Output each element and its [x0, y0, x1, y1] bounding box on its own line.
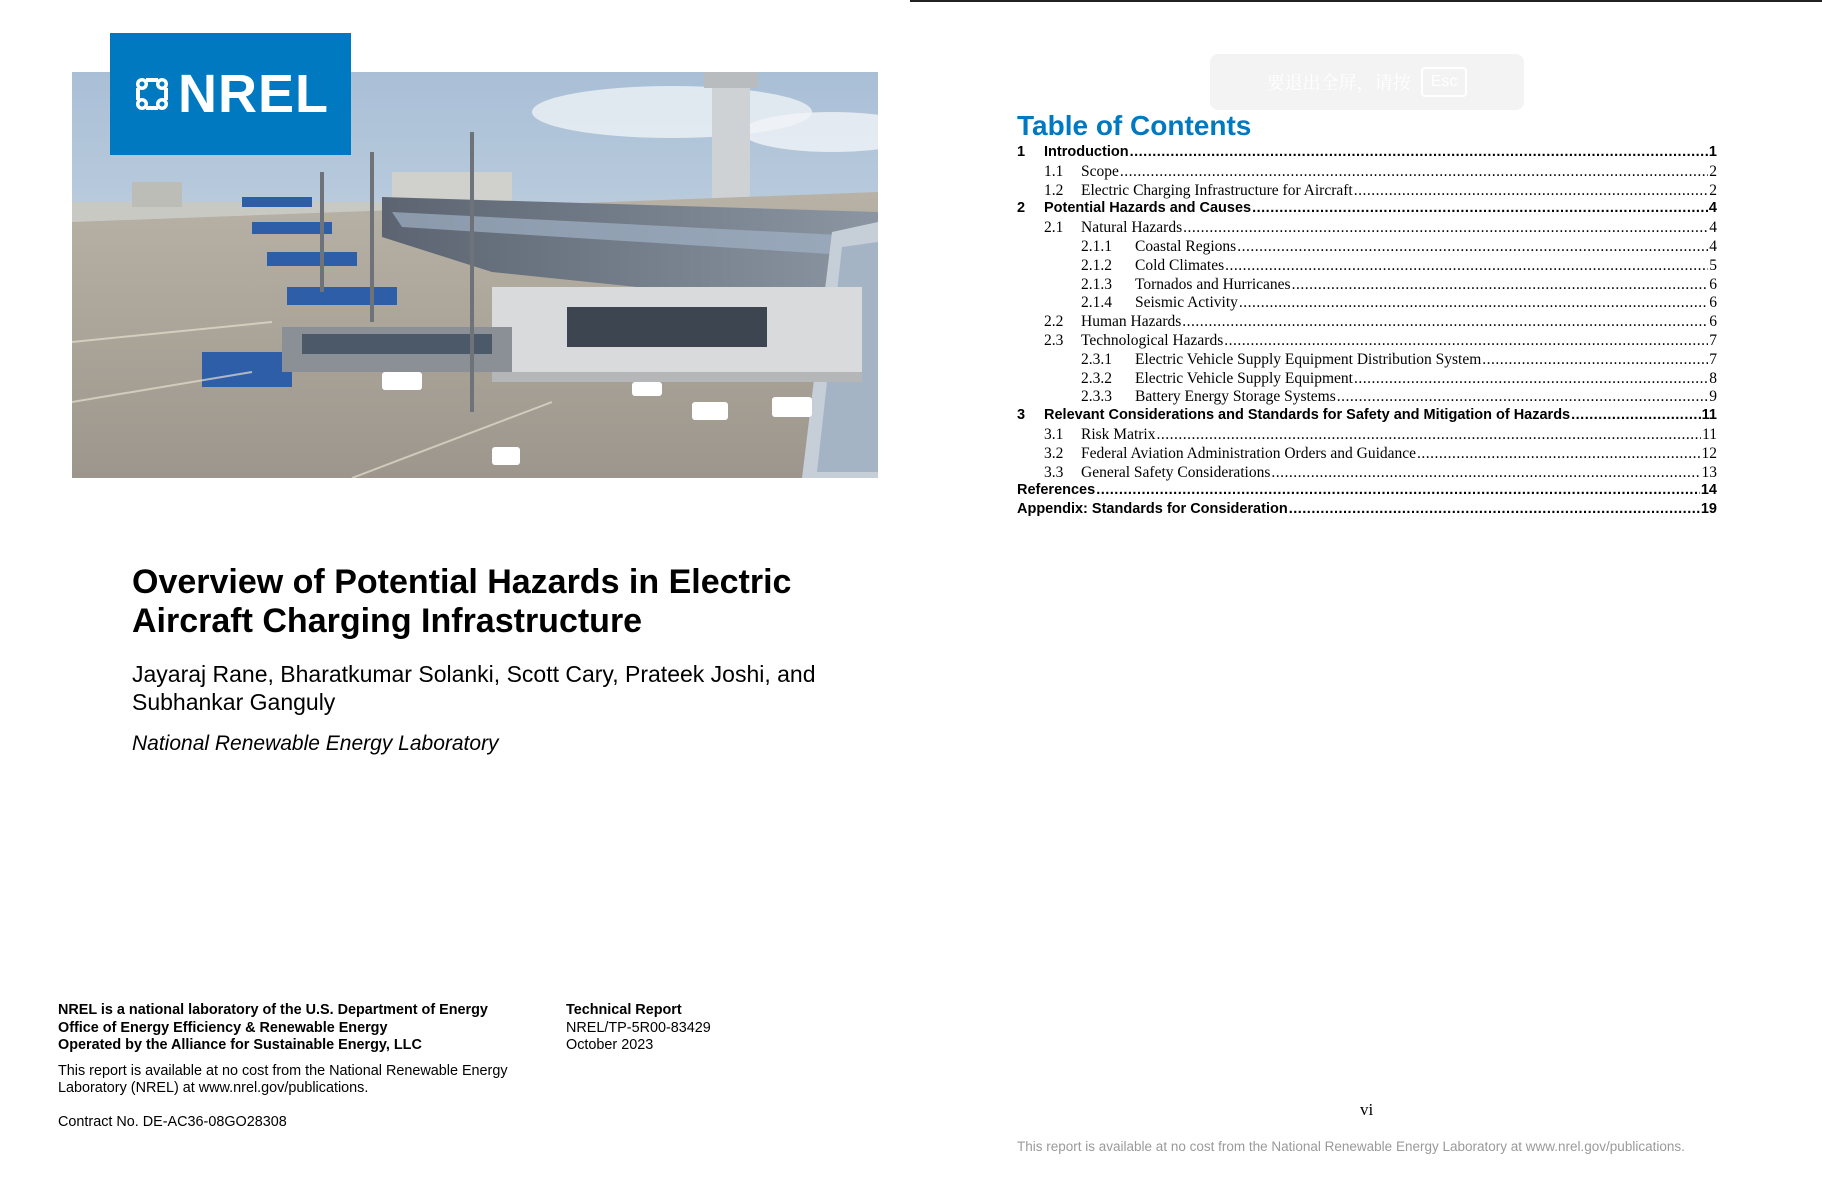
toc-entry[interactable] — [1017, 276, 1717, 295]
toc-entry-label: Appendix: Standards for Consideration — [1017, 501, 1288, 518]
toc-dot-leader — [1237, 238, 1708, 256]
toc-entry-label: Natural Hazards — [1081, 219, 1183, 237]
lab-statement-line3: Operated by the Alliance for Sustainable Energy, LLC — [58, 1037, 422, 1053]
report-number: NREL/TP-5R00-83429 — [566, 1019, 711, 1036]
toc-entry-page: 8 — [1709, 369, 1717, 387]
lab-statement-line1: NREL is a national laboratory of the U.S. Department of Energy — [58, 1002, 488, 1018]
toc-entry-label: Federal Aviation Administration Orders and Guidance — [1081, 444, 1417, 462]
toc-entry[interactable] — [1017, 464, 1717, 483]
page-top-rule — [910, 0, 1822, 2]
toc-entry-label: Human Hazards — [1081, 313, 1182, 331]
toc-entry-label: Potential Hazards and Causes — [1044, 200, 1252, 217]
toc-entry-number: 2.1.3 — [1081, 275, 1112, 293]
cover-footer-right — [566, 1002, 711, 1055]
toc-dot-leader — [1183, 219, 1708, 237]
toc-entry-number: 2.3.2 — [1081, 369, 1112, 387]
toc-entry-page: 19 — [1700, 501, 1717, 518]
toc-dot-leader — [1571, 407, 1701, 423]
toc-entry[interactable] — [1017, 407, 1717, 426]
report-date: October 2023 — [566, 1037, 654, 1053]
toc-entry-page: 5 — [1709, 256, 1717, 274]
toc-entry-label: Scope — [1081, 162, 1119, 180]
toc-entry-label: General Safety Considerations — [1081, 463, 1271, 481]
toc-dot-leader — [1252, 200, 1708, 216]
toc-entry[interactable] — [1017, 238, 1717, 257]
toc-entry-page: 7 — [1709, 350, 1717, 368]
toc-entry-number: 2.3 — [1044, 331, 1064, 349]
toc-dot-leader — [1289, 501, 1700, 517]
toc-dot-leader — [1354, 370, 1708, 388]
toc-entry-number: 2 — [1017, 200, 1026, 217]
toc-entry-number: 3 — [1017, 407, 1026, 424]
toc-entry[interactable] — [1017, 219, 1717, 238]
contract-number: Contract No. DE-AC36-08GO28308 — [58, 1113, 287, 1130]
lab-statement-line2: Office of Energy Efficiency & Renewable Energy — [58, 1019, 388, 1036]
toc-entry-page: 4 — [1708, 200, 1717, 217]
toc-entry-number: 2.2 — [1044, 313, 1064, 331]
toc-entry-number: 1.1 — [1044, 162, 1064, 180]
toc-entry-number: 1 — [1017, 144, 1026, 160]
toc-entry-label: Battery Energy Storage Systems — [1135, 388, 1336, 406]
toc-dot-leader — [1130, 144, 1708, 160]
toc-entry-number: 3.3 — [1044, 463, 1064, 481]
nrel-logo-mark-icon — [132, 74, 172, 114]
toc-entry-number: 1.2 — [1044, 181, 1064, 199]
toc-dot-leader — [1120, 163, 1708, 181]
toc-entry-number: 2.1.2 — [1081, 256, 1112, 274]
nrel-logo — [110, 33, 351, 155]
report-authors: Jayaraj Rane, Bharatkumar Solanki, Scott Cary, Prateek Joshi, and Subhankar Ganguly — [132, 661, 816, 715]
toc-entry-number: 2.3.1 — [1081, 350, 1112, 368]
toc-entry-page: 6 — [1709, 313, 1717, 331]
toc-entry[interactable] — [1017, 501, 1717, 520]
report-type: Technical Report — [566, 1002, 682, 1018]
toc-entry[interactable] — [1017, 294, 1717, 313]
toc-dot-leader — [1157, 426, 1702, 444]
availability-statement: This report is available at no cost from the National Renewable Energy Laboratory (NREL) at www.nrel.gov/publications. — [58, 1062, 508, 1096]
toc-entry-label: Relevant Considerations and Standards for Safety and Mitigation of Hazards — [1044, 407, 1571, 424]
toc-dot-leader — [1225, 257, 1708, 275]
toc-entry[interactable] — [1017, 163, 1717, 182]
toc-entry-page: 6 — [1709, 294, 1717, 312]
toc-entry[interactable] — [1017, 370, 1717, 389]
toc-entry-page: 11 — [1702, 425, 1717, 443]
toc-entry[interactable] — [1017, 445, 1717, 464]
toc-entry[interactable] — [1017, 351, 1717, 370]
toc-dot-leader — [1337, 388, 1708, 406]
toc-entry-label: Cold Climates — [1135, 256, 1225, 274]
toc-entry-page: 4 — [1709, 219, 1717, 237]
toc-dot-leader — [1417, 445, 1700, 463]
toc-entry-label: Technological Hazards — [1081, 331, 1224, 349]
toc-dot-leader — [1096, 482, 1700, 498]
toc-entry-label: Electric Vehicle Supply Equipment — [1135, 369, 1353, 387]
toc-entry-page: 14 — [1700, 482, 1717, 499]
toc-entry[interactable] — [1017, 482, 1717, 501]
toc-entry[interactable] — [1017, 388, 1717, 407]
page-number: vi — [1360, 1100, 1374, 1119]
toc-dot-leader — [1354, 182, 1709, 200]
table-of-contents — [1017, 144, 1717, 520]
toc-entry[interactable] — [1017, 426, 1717, 445]
toc-entry-label: Risk Matrix — [1081, 425, 1156, 443]
toc-title: Table of Contents — [1017, 110, 1252, 141]
toc-entry-page: 7 — [1709, 331, 1717, 349]
toc-entry[interactable] — [1017, 313, 1717, 332]
toc-entry-label: Electric Charging Infrastructure for Aircraft — [1081, 181, 1353, 199]
report-affiliation: National Renewable Energy Laboratory — [132, 732, 499, 755]
nrel-logo-text: NREL — [178, 64, 329, 124]
toc-entry-number: 2.1.4 — [1081, 294, 1112, 312]
fullscreen-exit-hint — [1210, 54, 1524, 110]
toc-entry[interactable] — [1017, 200, 1717, 219]
toc-entry[interactable] — [1017, 182, 1717, 201]
esc-key-badge: Esc — [1421, 67, 1468, 97]
toc-entry-label: Introduction — [1044, 144, 1129, 160]
toc-dot-leader — [1271, 464, 1700, 482]
toc-dot-leader — [1182, 313, 1708, 331]
toc-entry-page: 12 — [1701, 444, 1717, 462]
toc-entry-label: Electric Vehicle Supply Equipment Distribution System — [1135, 350, 1482, 368]
page-availability-footer: This report is available at no cost from the National Renewable Energy Laboratory at www.nrel.gov/publications. — [1017, 1139, 1685, 1154]
toc-dot-leader — [1482, 351, 1708, 369]
toc-entry-number: 2.3.3 — [1081, 388, 1112, 406]
toc-entry-page: 2 — [1709, 162, 1717, 180]
toc-entry-page: 4 — [1709, 237, 1717, 255]
toc-entry-number: 2.1 — [1044, 219, 1064, 237]
toc-entry-number: 2.1.1 — [1081, 237, 1112, 255]
toc-entry-page: 13 — [1701, 463, 1717, 481]
toc-entry-number: 3.2 — [1044, 444, 1064, 462]
fullscreen-hint-text: 要退出全屏，请按 — [1266, 73, 1411, 93]
cover-footer-left — [58, 1002, 538, 1131]
toc-entry[interactable] — [1017, 332, 1717, 351]
toc-entry-label: Coastal Regions — [1135, 237, 1237, 255]
toc-entry-label: Tornados and Hurricanes — [1135, 275, 1291, 293]
toc-entry-page: 9 — [1709, 388, 1717, 406]
toc-entry-page: 11 — [1701, 407, 1717, 424]
toc-entry-label: Seismic Activity — [1135, 294, 1238, 312]
toc-entry-page: 2 — [1709, 181, 1717, 199]
toc-entry[interactable] — [1017, 257, 1717, 276]
toc-dot-leader — [1224, 332, 1708, 350]
toc-entry-page: 1 — [1708, 144, 1717, 160]
toc-dot-leader — [1292, 276, 1709, 294]
toc-entry-page: 6 — [1709, 275, 1717, 293]
toc-dot-leader — [1239, 294, 1708, 312]
report-title: Overview of Potential Hazards in Electric Aircraft Charging Infrastructure — [132, 563, 792, 640]
toc-entry[interactable] — [1017, 144, 1717, 163]
toc-entry-number: 3.1 — [1044, 425, 1064, 443]
toc-entry-label: References — [1017, 482, 1096, 499]
